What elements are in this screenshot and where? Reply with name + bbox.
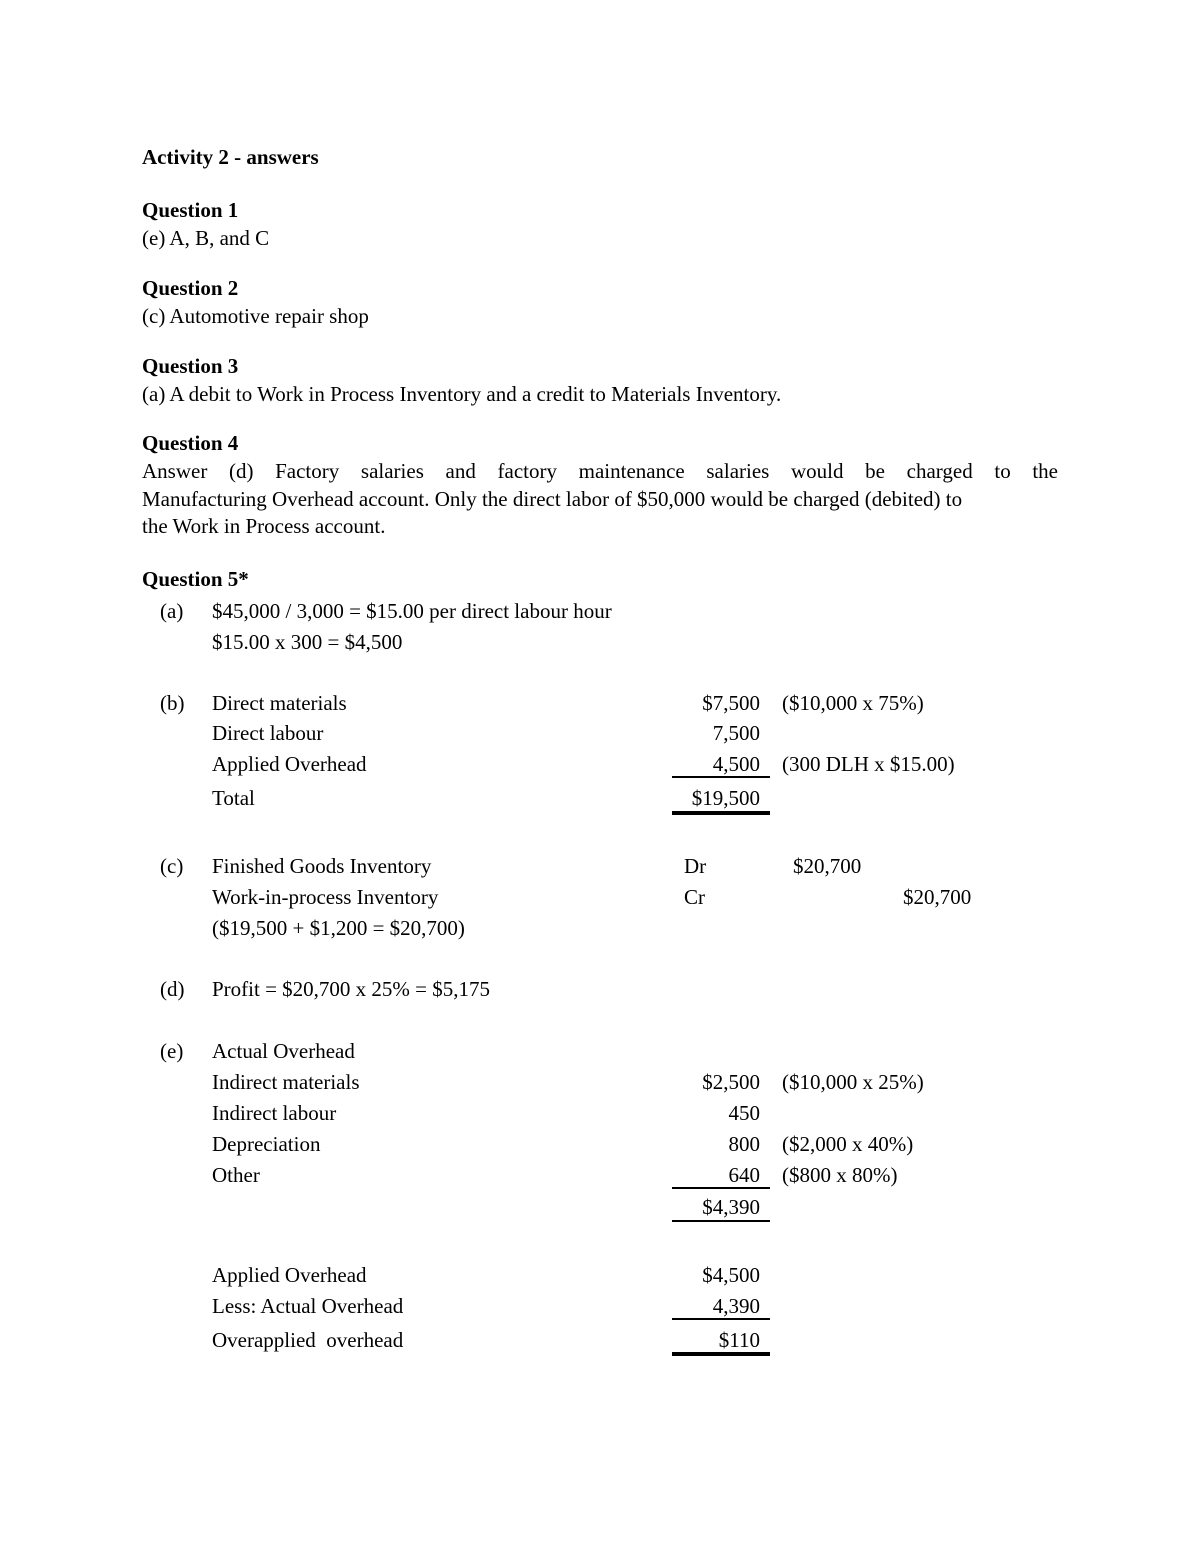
question-4-heading: Question 4 [142,431,239,455]
part-c-label: (c) [160,854,184,878]
part-e-item: Indirect materials [212,1070,360,1094]
part-e-item: Indirect labour [212,1101,337,1125]
part-b-item: Total [212,786,255,810]
total-double-rule [672,811,770,815]
question-5-heading: Question 5* [142,567,249,591]
part-b-label: (b) [160,691,185,715]
dr-label: Dr [684,854,707,878]
part-b-item: Direct labour [212,721,324,745]
part-e-amount: 640 [728,1163,760,1187]
subtotal-rule [672,776,770,778]
subtotal-rule [672,1318,770,1320]
debit-amount: $20,700 [793,854,862,878]
part-b-total: $19,500 [691,786,760,810]
part-e-item: Depreciation [212,1132,321,1156]
cr-label: Cr [684,885,705,909]
part-e-item: Other [212,1163,260,1187]
part-b-item: Direct materials [212,691,347,715]
question-3-answer: (a) A debit to Work in Process Inventory and a credit to Materials Inventory. [142,382,782,406]
question-3-heading: Question 3 [142,354,239,378]
part-c-calc: ($19,500 + $1,200 = $20,700) [212,916,465,940]
part-e-amount: 450 [728,1101,760,1125]
part-b-item: Applied Overhead [212,752,367,776]
part-b-note: ($10,000 x 75%) [782,691,924,715]
part-e-heading: Actual Overhead [212,1039,355,1063]
credit-amount: $20,700 [903,885,972,909]
overapplied-overhead-label: Overapplied overhead [212,1328,404,1352]
part-d-label: (d) [160,977,185,1001]
part-e-note: ($10,000 x 25%) [782,1070,924,1094]
actual-overhead-total: $4,390 [702,1195,760,1219]
question-2-heading: Question 2 [142,276,239,300]
question-1-answer: (e) A, B, and C [142,226,270,250]
part-b-note: (300 DLH x $15.00) [782,752,955,776]
part-d-text: Profit = $20,700 x 25% = $5,175 [212,977,491,1001]
debit-account: Finished Goods Inventory [212,854,432,878]
page-title: Activity 2 - answers [142,145,319,169]
subtotal-rule [672,1220,770,1222]
total-double-rule [672,1352,770,1356]
question-1-heading: Question 1 [142,198,239,222]
question-2-answer: (c) Automotive repair shop [142,304,369,328]
part-e-note: ($800 x 80%) [782,1163,898,1187]
question-4-line-1: Answer (d) Factory salaries and factory maintenance salaries would be charged to the [142,459,1058,483]
subtotal-rule [672,1187,770,1189]
part-b-amount: 4,500 [712,752,760,776]
part-a-line-1: $45,000 / 3,000 = $15.00 per direct labour hour [212,599,612,623]
part-e-amount: 800 [728,1132,760,1156]
less-actual-overhead-label: Less: Actual Overhead [212,1294,404,1318]
part-e-amount: $2,500 [702,1070,760,1094]
part-a-label: (a) [160,599,184,623]
credit-account: Work-in-process Inventory [212,885,439,909]
part-a-line-2: $15.00 x 300 = $4,500 [212,630,403,654]
part-e-note: ($2,000 x 40%) [782,1132,914,1156]
question-4-line-3: the Work in Process account. [142,514,386,538]
overapplied-overhead-amount: $110 [718,1328,760,1352]
part-b-amount: 7,500 [712,721,760,745]
applied-overhead-label: Applied Overhead [212,1263,367,1287]
applied-overhead-amount: $4,500 [702,1263,760,1287]
part-b-amount: $7,500 [702,691,760,715]
part-e-label: (e) [160,1039,184,1063]
less-actual-overhead-amount: 4,390 [712,1294,760,1318]
question-4-line-2: Manufacturing Overhead account. Only the direct labor of $50,000 would be charged (debited) to [142,487,963,511]
